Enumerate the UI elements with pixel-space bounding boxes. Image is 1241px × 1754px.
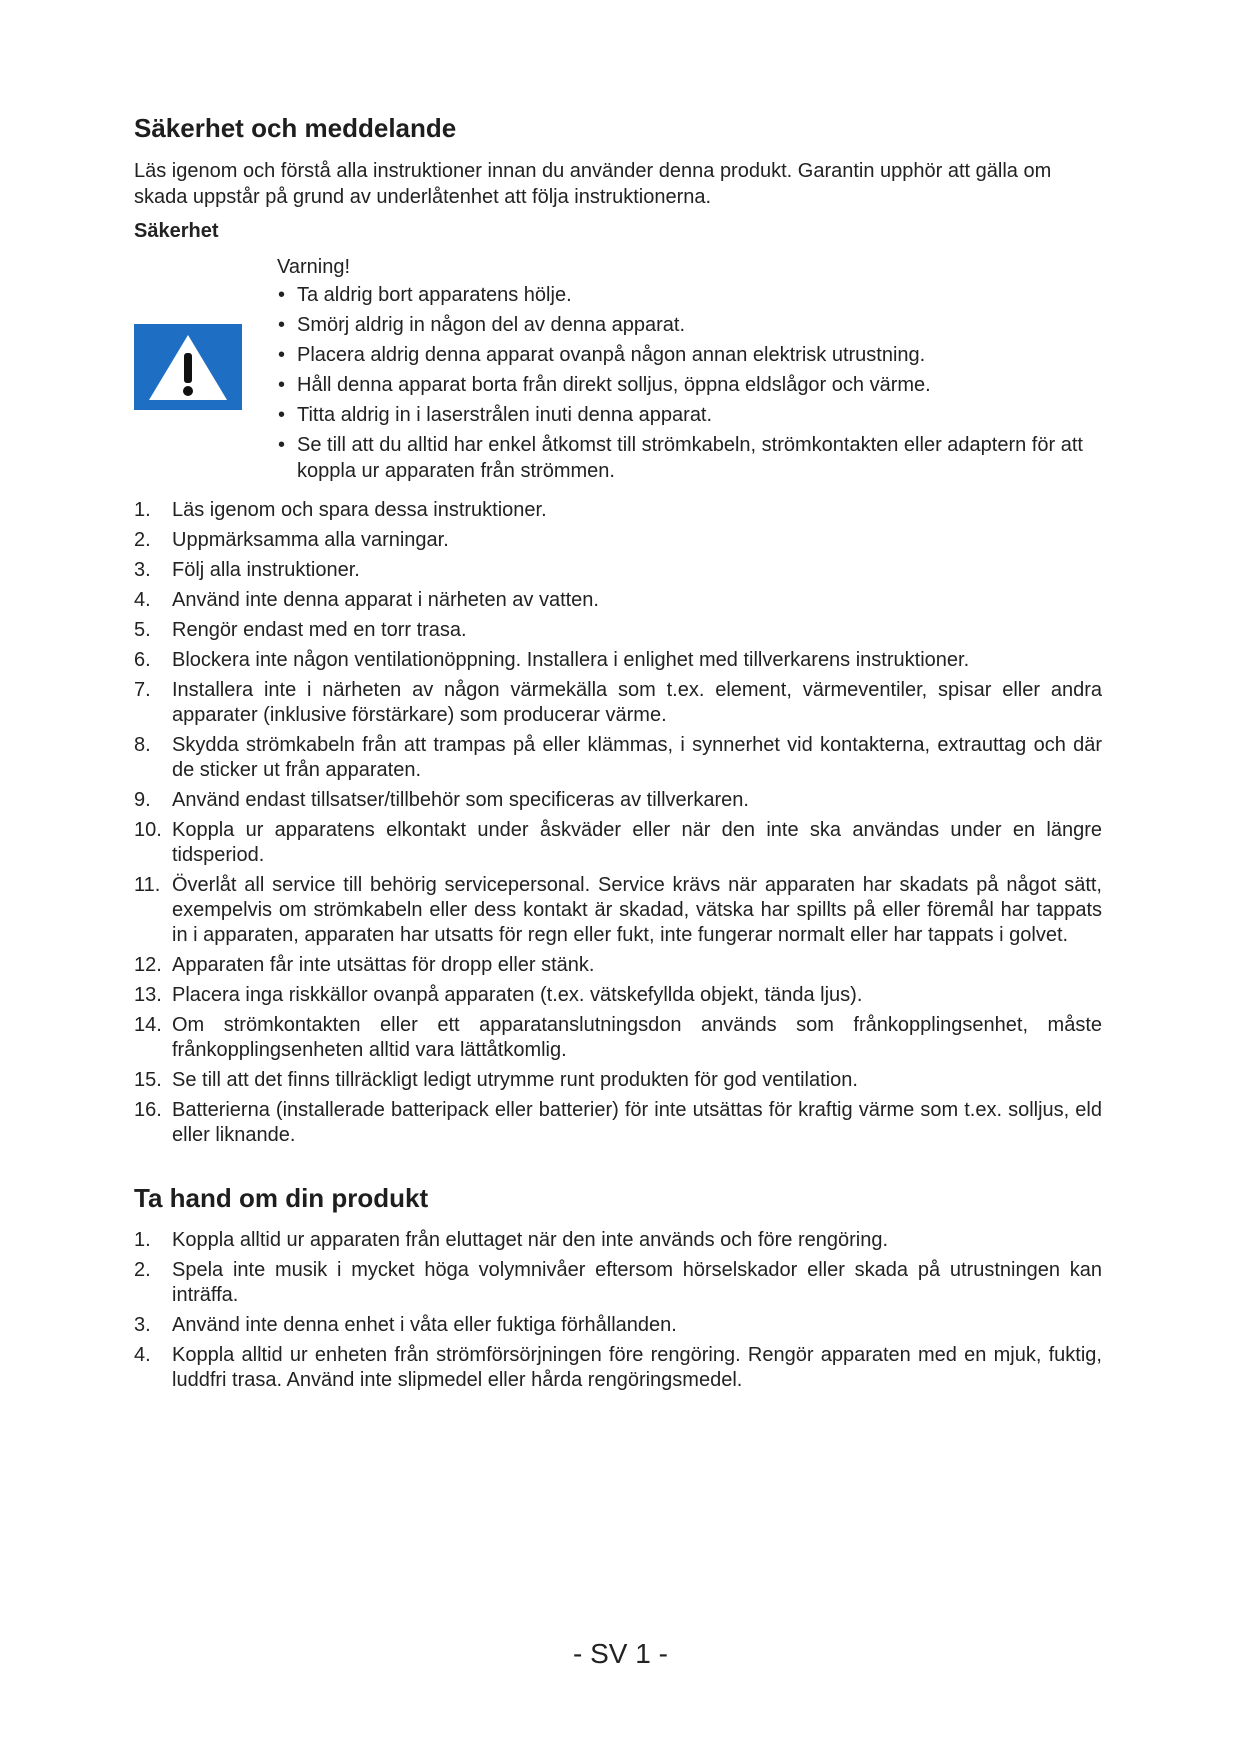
list-item: 16. Batterierna (installerade batteripack eller batterier) för inte utsättas för kraftig värme som t.ex. solljus, eld eller liknande.	[134, 1099, 1102, 1146]
list-item: 8. Skydda strömkabeln från att trampas på eller klämmas, i synnerhet vid kontakterna, extrauttag och där de sticker ut från apparaten.	[134, 734, 1102, 781]
warning-item: • Ta aldrig bort apparatens hölje.	[277, 282, 1102, 308]
list-item: 3. Följ alla instruktioner.	[134, 559, 360, 581]
subheading-safety: Säkerhet	[134, 220, 219, 242]
safety-instructions-list	[134, 498, 1102, 1148]
list-item: 11. Överlåt all service till behörig servicepersonal. Service krävs när apparaten har skadats på något sätt, exempelvis om strömkabeln eller dess kontakt är skadad, vätska har spillts på eller föremål har tappats in i apparaten, apparaten har utsatts för regn eller fukt, inte fungerar normalt eller har tappats i golvet.	[134, 874, 1102, 946]
list-item: 1. Läs igenom och spara dessa instruktioner.	[134, 499, 547, 521]
warning-list	[277, 282, 1102, 484]
warning-item: • Smörj aldrig in någon del av denna apparat.	[277, 312, 1102, 338]
section-heading-safety: Säkerhet och meddelande	[134, 113, 457, 143]
list-item: 2. Uppmärksamma alla varningar.	[134, 529, 449, 551]
care-instructions-list	[134, 1228, 1102, 1393]
warning-item: • Se till att du alltid har enkel åtkomst till strömkabeln, strömkontakten eller adaptern för att koppla ur apparaten från strömmen.	[277, 432, 1102, 484]
list-item: 15. Se till att det finns tillräckligt ledigt utrymme runt produkten för god ventilation.	[134, 1069, 858, 1091]
warning-title: Varning!	[277, 256, 351, 278]
warning-triangle-icon	[134, 324, 242, 410]
list-item: 2. Spela inte musik i mycket höga volymnivåer eftersom hörselskador eller skada på utrustningen kan inträffa.	[134, 1259, 1102, 1306]
warning-item: • Håll denna apparat borta från direkt solljus, öppna eldslågor och värme.	[277, 372, 1102, 398]
list-item: 14. Om strömkontakten eller ett apparatanslutningsdon används som frånkopplingsenhet, måste frånkopplingsenheten alltid vara lättåtkomlig.	[134, 1014, 1102, 1061]
warning-item: • Titta aldrig in i laserstrålen inuti denna apparat.	[277, 402, 1102, 428]
list-item: 4. Använd inte denna apparat i närheten av vatten.	[134, 589, 599, 611]
document-page	[134, 112, 1102, 1398]
list-item: 7. Installera inte i närheten av någon värmekälla som t.ex. element, värmeventiler, spisar eller andra apparater (inklusive förstärkare) som producerar värme.	[134, 679, 1102, 726]
warning-item: • Placera aldrig denna apparat ovanpå någon annan elektrisk utrustning.	[277, 342, 1102, 368]
section-heading-care: Ta hand om din produkt	[134, 1183, 429, 1213]
warning-block	[134, 252, 1102, 488]
page-number: - SV 1 -	[573, 1638, 668, 1669]
list-item: 9. Använd endast tillsatser/tillbehör som specificeras av tillverkaren.	[134, 789, 749, 811]
intro-paragraph: Läs igenom och förstå alla instruktioner innan du använder denna produkt. Garantin upphör att gälla om skada uppstår på grund av underlåtenhet att följa instruktionerna.	[134, 160, 1052, 208]
list-item: 4. Koppla alltid ur enheten från strömförsörjningen före rengöring. Rengör apparaten med en mjuk, fuktig, luddfri trasa. Använd inte slipmedel eller hårda rengöringsmedel.	[134, 1344, 1102, 1391]
list-item: 10. Koppla ur apparatens elkontakt under åskväder eller när den inte ska användas under en längre tidsperiod.	[134, 819, 1102, 866]
list-item: 5. Rengör endast med en torr trasa.	[134, 619, 467, 641]
list-item: 12. Apparaten får inte utsättas för dropp eller stänk.	[134, 954, 595, 976]
list-item: 3. Använd inte denna enhet i våta eller fuktiga förhållanden.	[134, 1314, 677, 1336]
list-item: 1. Koppla alltid ur apparaten från eluttaget när den inte används och före rengöring.	[134, 1229, 889, 1251]
list-item: 6. Blockera inte någon ventilationöppning. Installera i enlighet med tillverkarens instruktioner.	[134, 649, 970, 671]
list-item: 13. Placera inga riskkällor ovanpå apparaten (t.ex. vätskefyllda objekt, tända ljus).	[134, 984, 863, 1006]
